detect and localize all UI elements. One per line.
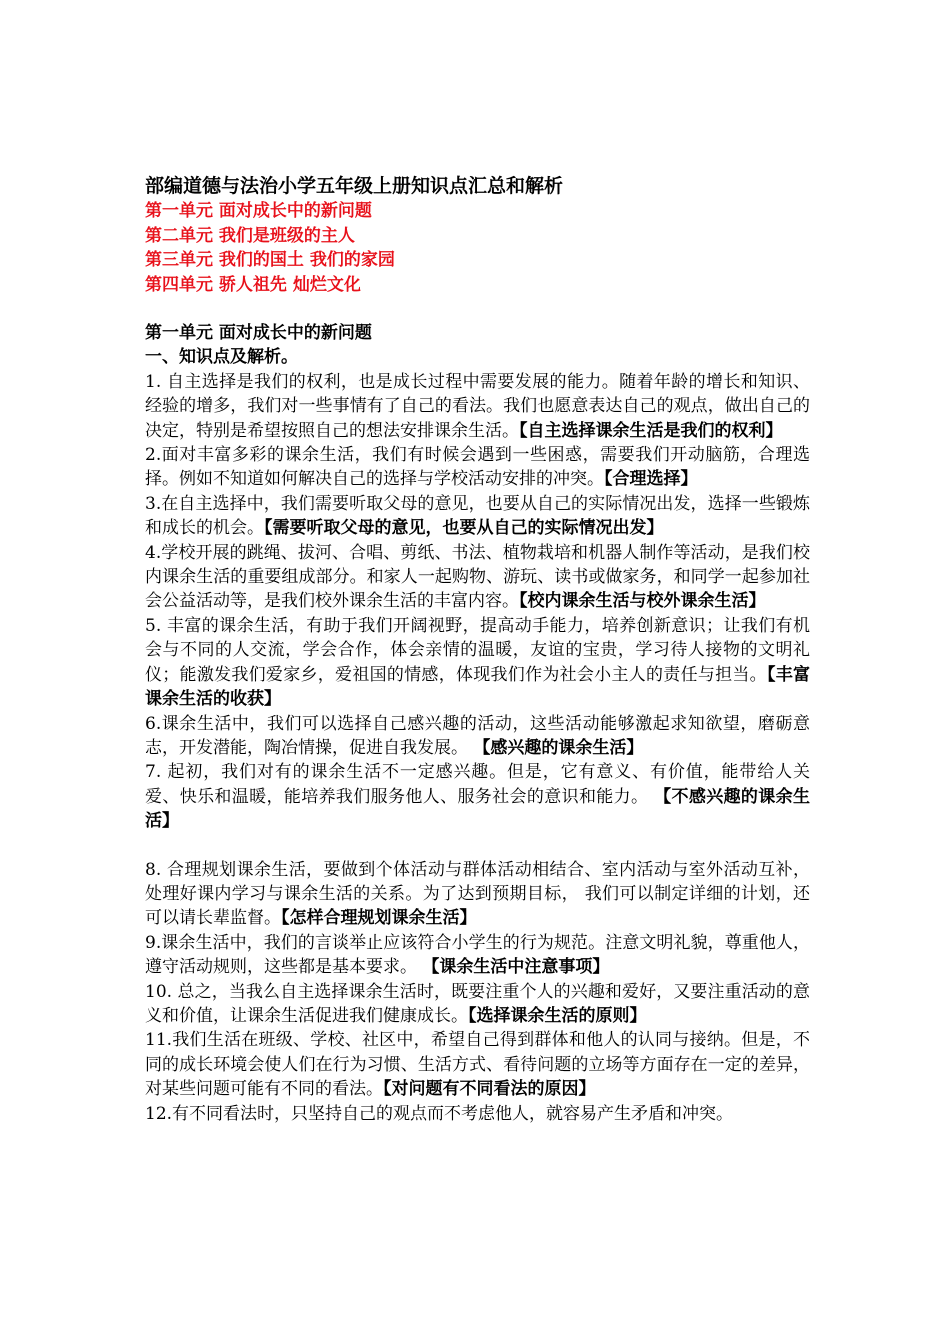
knowledge-point-text: 8. 合理规划课余生活，要做到个体活动与群体活动相结合、室内活动与室外活动互补，处理好课内学习与课余生活的关系。为了达到预期目标， 我们可以制定详细的计划，还可以请长辈监督。 [145, 859, 810, 929]
knowledge-point-text: 7. 起初，我们对有的课余生活不一定感兴趣。但是，它有意义、有价值，能带给人关爱、快乐和温暖，能培养我们服务他人、服务社会的意识和能力。 [145, 762, 810, 807]
knowledge-point-12 [145, 1102, 810, 1126]
knowledge-point-tag: 【选择课余生活的原则】 [468, 1005, 647, 1026]
spacer [145, 834, 810, 858]
table-of-contents [145, 199, 810, 297]
knowledge-point-tag: 【自主选择课余生活是我们的权利】 [519, 420, 783, 441]
knowledge-point-1 [145, 370, 810, 443]
knowledge-point-4 [145, 541, 810, 614]
knowledge-point-11 [145, 1028, 810, 1101]
knowledge-point-2 [145, 443, 810, 492]
knowledge-point-text: 1. 自主选择是我们的权利，也是成长过程中需要发展的能力。随着年龄的增长和知识、经验的增多，我们对一些事情有了自己的看法。我们也愿意表达自己的观点，做出自己的决定，特别是希望按照自己的想法安排课余生活。 [145, 371, 810, 441]
knowledge-point-6 [145, 712, 810, 761]
knowledge-point-7 [145, 760, 810, 833]
knowledge-point-text: 2.面对丰富多彩的课余生活，我们有时候会遇到一些困惑，需要我们开动脑筋，合理选择。例如不知道如何解决自己的选择与学校活动安排的冲突。 [145, 445, 810, 490]
knowledge-point-9 [145, 931, 810, 980]
knowledge-point-8 [145, 858, 810, 931]
toc-item-unit-4: 第四单元 骄人祖先 灿烂文化 [145, 274, 361, 295]
subsection-title: 一、知识点及解析。 [145, 347, 298, 368]
knowledge-point-text: 11.我们生活在班级、学校、社区中，希望自己得到群体和他人的认同与接纳。但是，不同的成长环境会使人们在行为习惯、生活方式、看待问题的立场等方面存在一定的差异，对某些问题可能有不同的看法。 [145, 1030, 810, 1100]
knowledge-point-text: 5. 丰富的课余生活，有助于我们开阔视野，提高动手能力，培养创新意识；让我们有机会与不同的人交流，学会合作，体会亲情的温暖，友谊的宝贵，学习待人接物的文明礼仪；能激发我们爱家乡，爱祖国的情感，体现我们作为社会小主人的责任与担当。 [145, 615, 810, 685]
knowledge-point-tag: 【怎样合理规划课余生活】 [281, 908, 477, 929]
toc-item-unit-1: 第一单元 面对成长中的新问题 [145, 201, 372, 221]
knowledge-point-tag: 【感兴趣的课余生活】 [473, 737, 644, 758]
knowledge-point-5 [145, 614, 810, 712]
knowledge-point-text: 6.课余生活中，我们可以选择自己感兴趣的活动，这些活动能够激起求知欲望，磨砺意志，开发潜能，陶冶情操，促进自我发展。 [145, 713, 810, 758]
knowledge-point-tag: 【对问题有不同看法的原因】 [383, 1079, 596, 1100]
toc-item-unit-2: 第二单元 我们是班级的主人 [145, 225, 355, 246]
knowledge-point-3 [145, 492, 810, 541]
knowledge-point-text: 9.课余生活中，我们的言谈举止应该符合小学生的行为规范。注意文明礼貌，尊重他人，遵守活动规则，这些都是基本要求。 [145, 932, 810, 978]
knowledge-point-tag: 【合理选择】 [604, 469, 698, 490]
toc-item-unit-3: 第三单元 我们的国土 我们的家园 [145, 250, 395, 270]
knowledge-point-tag: 【丰富课余生活的收获】 [145, 664, 811, 710]
knowledge-point-10 [145, 980, 810, 1029]
knowledge-point-tag: 【课余生活中注意事项】 [422, 957, 610, 978]
spacer [145, 297, 810, 321]
section-title: 第一单元 面对成长中的新问题 [145, 323, 372, 343]
knowledge-point-tag: 【校内课余生活与校外课余生活】 [519, 591, 766, 612]
knowledge-point-tag: 【需要听取父母的意见，也要从自己的实际情况出发】 [264, 518, 664, 539]
document-page [145, 173, 810, 1126]
knowledge-point-list [145, 370, 810, 1126]
knowledge-point-text: 4.学校开展的跳绳、拔河、合唱、剪纸、书法、植物栽培和机器人制作等活动，是我们校内课余生活的重要组成部分。和家人一起购物、游玩、读书或做家务，和同学一起参加社会公益活动等，是我们校外课余生活的丰富内容。 [145, 542, 810, 612]
knowledge-point-text: 10. 总之，当我么自主选择课余生活时，既要注重个人的兴趣和爱好，又要注重活动的意义和价值，让课余生活促进我们健康成长。 [145, 981, 810, 1026]
knowledge-point-tag: 【不感兴趣的课余生活】 [145, 786, 811, 832]
knowledge-point-text: 3.在自主选择中，我们需要听取父母的意见，也要从自己的实际情况出发，选择一些锻炼和成长的机会。 [145, 493, 810, 539]
document-title: 部编道德与法治小学五年级上册知识点汇总和解析 [145, 175, 564, 197]
knowledge-point-text: 12.有不同看法时，只坚持自己的观点而不考虑他人，就容易产生矛盾和冲突。 [145, 1103, 734, 1124]
